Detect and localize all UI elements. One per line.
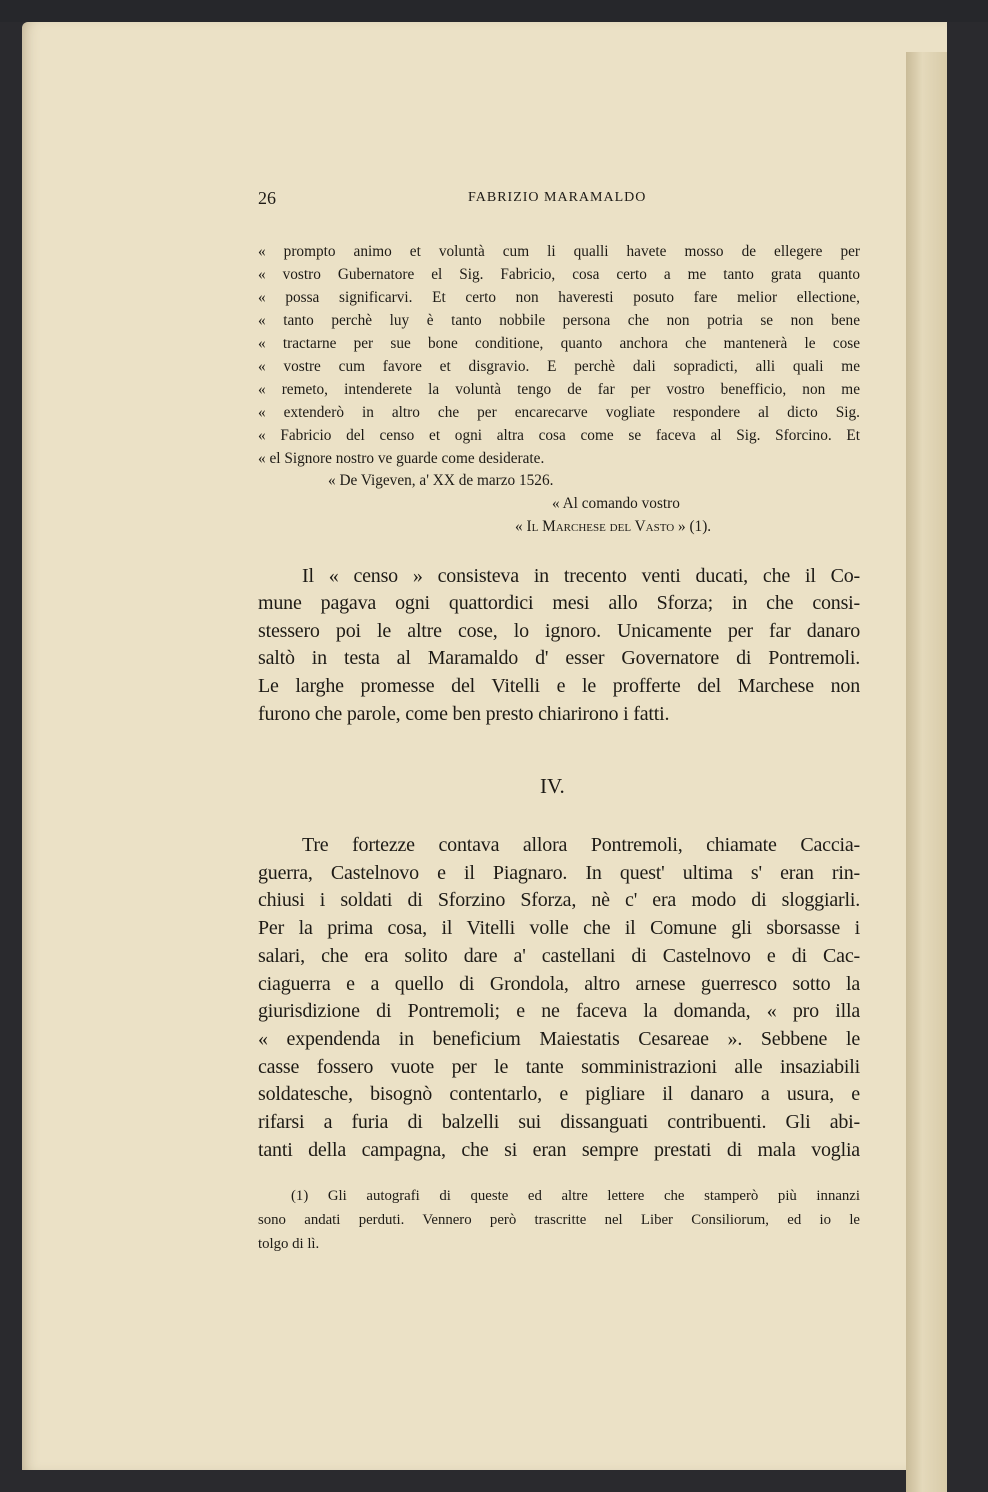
letter-line: « possa significarvi. Et certo non haveresti posuto fare melior ellectione,	[258, 289, 860, 306]
letter-line: « vostro Gubernatore el Sig. Fabricio, cosa certo a me tanto grata quanto	[258, 266, 860, 283]
paragraph-line: « expendenda in beneficium Maiestatis Cesareae ». Sebbene le	[258, 1027, 860, 1050]
paragraph-line: ciaguerra e a quello di Grondola, altro arnese guerresco sotto la	[258, 972, 860, 995]
paragraph-line: tanti della campagna, che si eran sempre prestati di mala voglia	[258, 1138, 860, 1161]
section-heading: IV.	[540, 774, 565, 798]
paragraph-line: rifarsi a furia di balzelli sui dissanguati contribuenti. Gli abi-	[258, 1111, 860, 1133]
footnote-line: sono andati perduti. Vennero però trascritte nel Liber Consiliorum, ed io le	[258, 1212, 860, 1228]
letter-signature: « Il Marchese del Vasto » (1).	[515, 518, 712, 535]
paragraph-line: Le larghe promesse del Vitelli e le profferte del Marchese non	[258, 675, 860, 697]
footnote-line: tolgo di lì.	[258, 1236, 320, 1252]
running-header	[258, 188, 860, 210]
letter-line: « extenderò in altro che per encarecarve vogliate respondere al dicto Sig.	[258, 404, 860, 421]
paragraph-line: Il « censo » consisteva in trecento venti ducati, che il Co-	[302, 565, 860, 587]
scan-background	[0, 0, 988, 22]
paragraph-line: mune pagava ogni quattordici mesi allo Sforza; in che consi-	[258, 592, 860, 614]
paragraph-line: saltò in testa al Maramaldo d' esser Governatore di Pontremoli.	[258, 647, 860, 669]
paragraph-line: Tre fortezze contava allora Pontremoli, chiamate Caccia-	[302, 834, 860, 856]
paragraph-line: Per la prima cosa, il Vitelli volle che il Comune gli sborsasse i	[258, 917, 860, 940]
paragraph-line: guerra, Castelnovo e il Piagnaro. In quest' ultima s' eran rin-	[258, 861, 860, 884]
paragraph-line: soldatesche, bisognò contentarlo, e pigliare il danaro a usura, e	[258, 1083, 860, 1106]
letter-closing: « Al comando vostro	[552, 495, 680, 512]
letter-line: « Fabricio del censo et ogni altra cosa come se faceva al Sig. Sforcino. Et	[258, 427, 860, 444]
paragraph-line: chiusi i soldati di Sforzino Sforza, nè c' era modo di sloggiarli.	[258, 889, 860, 912]
letter-line: « tractarne per sue bone conditione, quanto anchora che mantenerà le cose	[258, 335, 860, 352]
letter-line: « prompto animo et voluntà cum li qualli havete mosso de ellegere per	[258, 243, 860, 260]
paragraph-line: giurisdizione di Pontremoli; e ne faceva la domanda, « pro illa	[258, 1000, 860, 1023]
footnote-line: (1) Gli autografi di queste ed altre lettere che stamperò più innanzi	[291, 1188, 860, 1204]
page-number: 26	[258, 188, 276, 208]
paragraph-line: furono che parole, come ben presto chiarirono i fatti.	[258, 703, 670, 725]
letter-line: « remeto, intenderete la voluntà tengo de far per vostro benefficio, non me	[258, 381, 860, 398]
letter-date: « De Vigeven, a' XX de marzo 1526.	[328, 472, 554, 489]
page-edge	[906, 52, 947, 1492]
letter-line: « tanto perchè luy è tanto nobbile persona che non potria se non bene	[258, 312, 860, 329]
letter-line: « el Signore nostro ve guarde come desiderate.	[258, 450, 545, 467]
paragraph-line: salari, che era solito dare a' castellani di Castelnovo e di Cac-	[258, 944, 860, 967]
paragraph-line: casse fossero vuote per le tante somministrazioni alle insaziabili	[258, 1055, 860, 1078]
letter-line: « vostre cum favore et disgravio. E perchè dali sopradicti, alli quali me	[258, 358, 860, 375]
running-title: FABRIZIO MARAMALDO	[468, 190, 647, 205]
paragraph-line: stessero poi le altre cose, lo ignoro. Unicamente per far danaro	[258, 620, 860, 642]
